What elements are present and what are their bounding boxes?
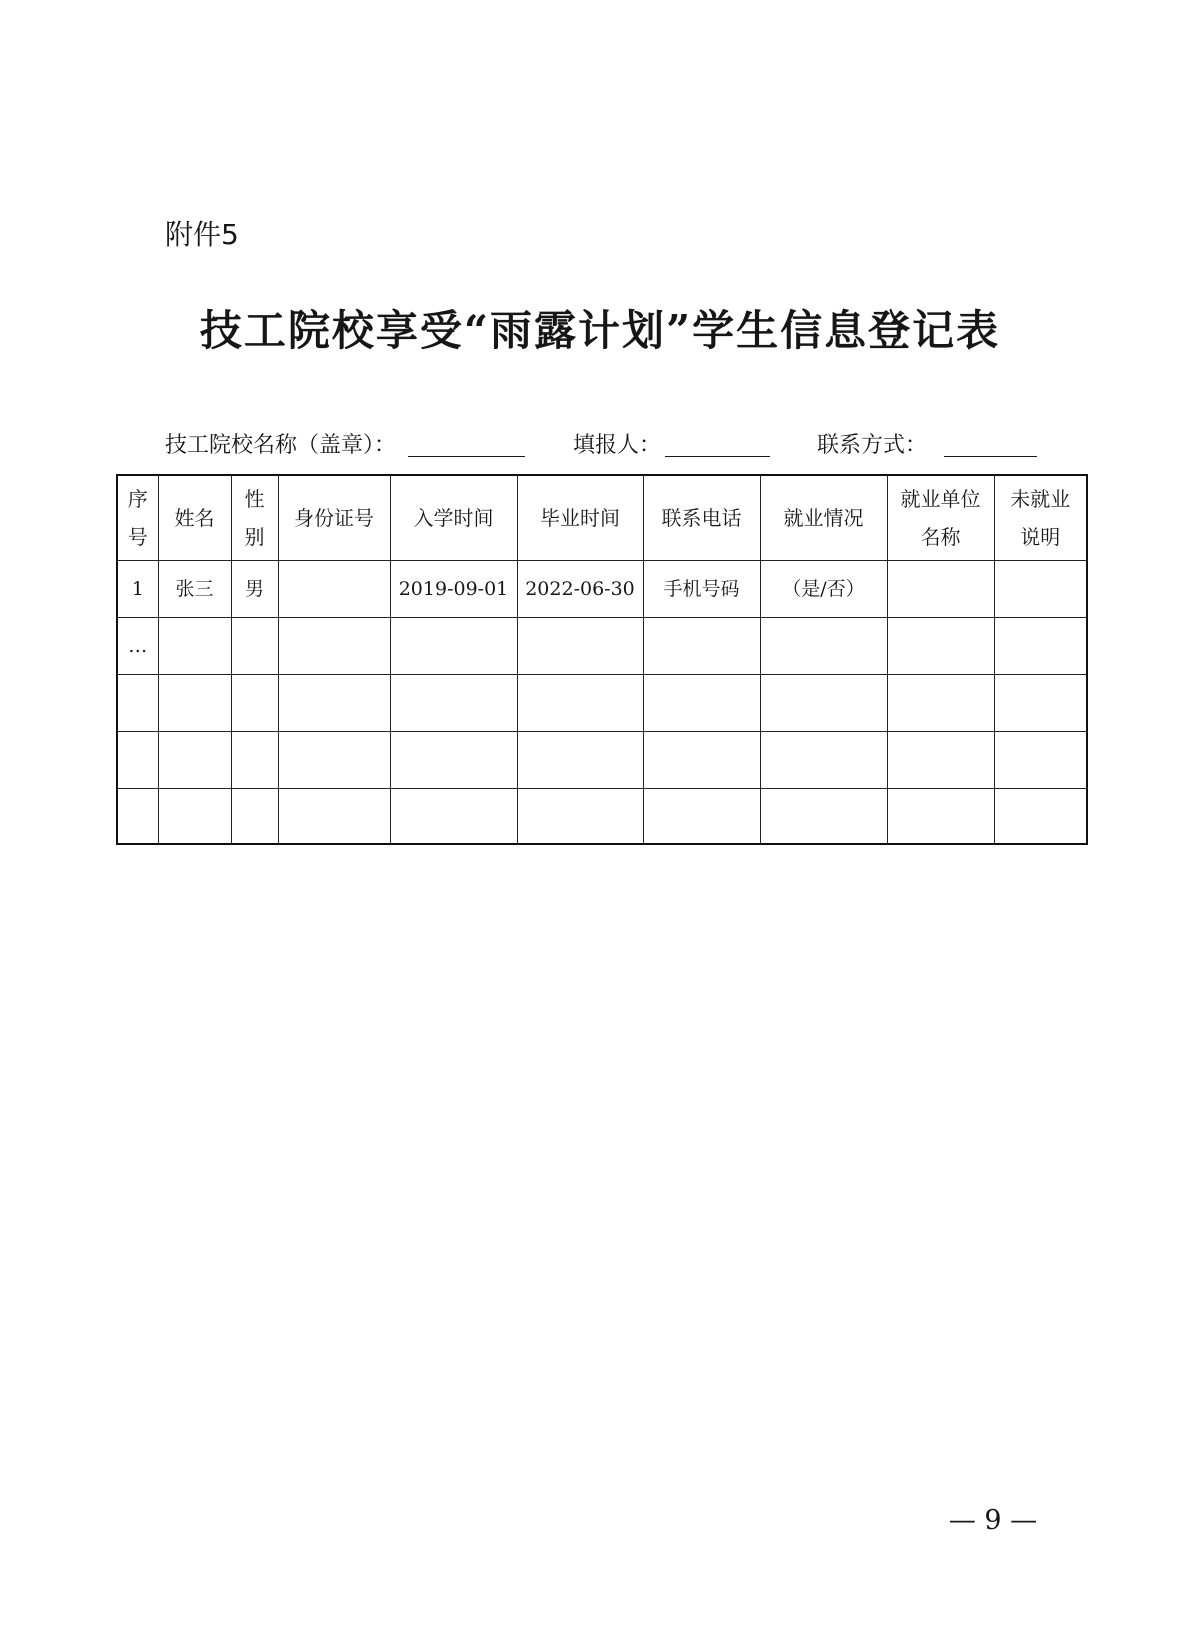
school-name-blank	[408, 456, 525, 457]
cell-name	[158, 788, 231, 844]
cell-gender	[231, 617, 278, 674]
cell-serial-number	[117, 731, 158, 788]
cell-employment-status	[760, 674, 887, 731]
cell-enrollment-date	[390, 617, 517, 674]
table-row	[117, 788, 1087, 844]
header-employment-status: 就业情况	[760, 475, 887, 560]
student-info-table	[116, 474, 1088, 845]
cell-serial-number	[117, 674, 158, 731]
table-row	[117, 674, 1087, 731]
cell-enrollment-date	[390, 731, 517, 788]
header-unemployment-note: 未就业 说明	[994, 475, 1087, 560]
cell-employment-status	[760, 788, 887, 844]
attachment-label: 附件5	[165, 218, 239, 251]
school-name-label: 技工院校名称（盖章）：	[165, 433, 397, 458]
cell-serial-number: …	[117, 617, 158, 674]
cell-graduation-date	[517, 674, 643, 731]
cell-graduation-date	[517, 617, 643, 674]
header-enrollment-date: 入学时间	[390, 475, 517, 560]
cell-serial-number	[117, 788, 158, 844]
cell-enrollment-date: 2019-09-01	[390, 560, 517, 617]
cell-employer-name	[887, 560, 994, 617]
header-name: 姓名	[158, 475, 231, 560]
cell-graduation-date	[517, 788, 643, 844]
cell-phone	[643, 788, 760, 844]
cell-serial-number: 1	[117, 560, 158, 617]
table-row	[117, 617, 1087, 674]
cell-employment-status	[760, 617, 887, 674]
cell-id-number	[278, 560, 390, 617]
cell-employment-status: （是/否）	[760, 560, 887, 617]
cell-employer-name	[887, 731, 994, 788]
cell-phone	[643, 617, 760, 674]
header-phone: 联系电话	[643, 475, 760, 560]
contact-label: 联系方式：	[817, 433, 928, 458]
header-id-number: 身份证号	[278, 475, 390, 560]
table-row	[117, 731, 1087, 788]
header-employer-name: 就业单位 名称	[887, 475, 994, 560]
cell-phone	[643, 674, 760, 731]
filler-blank	[665, 456, 770, 457]
filler-label: 填报人：	[573, 433, 662, 458]
header-graduation-date: 毕业时间	[517, 475, 643, 560]
cell-graduation-date	[517, 731, 643, 788]
page-number: — 9 —	[948, 1505, 1038, 1536]
header-gender: 性 别	[231, 475, 278, 560]
cell-name	[158, 617, 231, 674]
table-header-row	[117, 475, 1087, 560]
cell-unemployment-note	[994, 560, 1087, 617]
cell-graduation-date: 2022-06-30	[517, 560, 643, 617]
cell-id-number	[278, 788, 390, 844]
header-serial-number: 序 号	[117, 475, 158, 560]
cell-name: 张三	[158, 560, 231, 617]
cell-employer-name	[887, 788, 994, 844]
cell-id-number	[278, 674, 390, 731]
cell-enrollment-date	[390, 674, 517, 731]
cell-id-number	[278, 617, 390, 674]
cell-gender	[231, 674, 278, 731]
cell-enrollment-date	[390, 788, 517, 844]
cell-phone	[643, 731, 760, 788]
cell-employer-name	[887, 674, 994, 731]
cell-name	[158, 674, 231, 731]
cell-unemployment-note	[994, 617, 1087, 674]
cell-gender: 男	[231, 560, 278, 617]
cell-id-number	[278, 731, 390, 788]
cell-phone: 手机号码	[643, 560, 760, 617]
page-title: 技工院校享受“雨露计划”学生信息登记表	[199, 306, 1001, 355]
table-row	[117, 560, 1087, 617]
cell-name	[158, 731, 231, 788]
cell-unemployment-note	[994, 788, 1087, 844]
contact-blank	[944, 456, 1037, 457]
cell-employer-name	[887, 617, 994, 674]
cell-gender	[231, 731, 278, 788]
cell-unemployment-note	[994, 731, 1087, 788]
cell-employment-status	[760, 731, 887, 788]
cell-unemployment-note	[994, 674, 1087, 731]
cell-gender	[231, 788, 278, 844]
